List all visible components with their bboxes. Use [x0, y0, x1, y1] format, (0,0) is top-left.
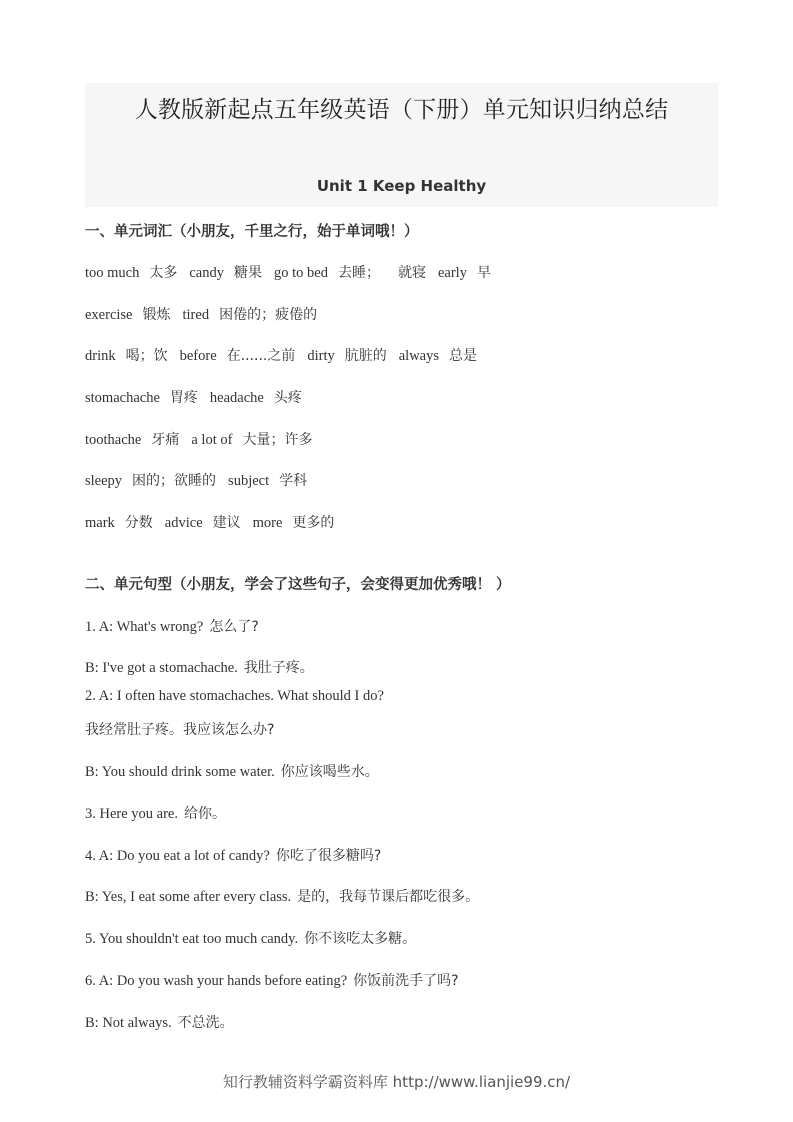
vocab-line [85, 304, 329, 324]
sentence-chinese: 你应该喝些水。 [280, 764, 379, 780]
vocab-word: stomachache [85, 390, 160, 406]
vocab-meaning: 牙痛 [151, 432, 180, 448]
vocab-meaning: 太多 [149, 265, 178, 281]
vocab-meaning: 总是 [449, 348, 477, 364]
vocab-meaning: 肮脏的 [344, 348, 387, 364]
sentence-chinese: 不总洗。 [177, 1015, 234, 1031]
sentence-line [85, 928, 416, 948]
vocab-line [85, 387, 314, 407]
sentence-english: 1. A: What's wrong? [85, 619, 204, 635]
vocab-meaning: 锻炼 [142, 307, 171, 323]
vocab-meaning: 头疼 [273, 390, 302, 406]
vocab-word: sleepy [85, 473, 123, 489]
sentence-chinese: 是的，我每节课后都吃很多。 [297, 889, 480, 905]
vocab-meaning: 大量；许多 [242, 432, 313, 448]
sentence-line [85, 761, 379, 781]
footer-watermark: 知行教辅资料学霸资料库 http://www.lianjie99.cn/ [222, 1073, 571, 1091]
vocab-meaning: 早 [476, 265, 491, 281]
sentence-line [85, 845, 381, 865]
vocab-word: advice [164, 515, 203, 531]
sentence-chinese: 我肚子疼。 [243, 660, 314, 676]
title-banner [85, 83, 718, 207]
vocab-meaning: 建议 [212, 515, 241, 531]
vocab-line [85, 512, 346, 532]
sentence-english: 2. A: I often have stomachaches. What should I do? [85, 688, 384, 704]
vocab-word: more [252, 515, 283, 531]
sentences-heading: 二、单元句型（小朋友，学会了这些句子，会变得更加优秀哦！ ） [85, 577, 511, 593]
sentence-line [85, 803, 226, 823]
sentence-english: B: You should drink some water. [85, 764, 275, 780]
page-title: 人教版新起点五年级英语（下册）单元知识归纳总结 [134, 97, 669, 123]
sentence-english: 5. You shouldn't eat too much candy. [85, 931, 299, 947]
sentence-chinese: 你饭前洗手了吗? [353, 973, 459, 989]
vocab-line [85, 429, 324, 449]
vocab-meaning: 喝；饮 [125, 348, 168, 364]
sentence-english: 3. Here you are. [85, 806, 178, 822]
vocab-line [85, 470, 319, 490]
vocab-line [85, 262, 503, 282]
sentence-english: 6. A: Do you wash your hands before eating? [85, 973, 348, 989]
sentence-line [85, 886, 479, 906]
vocab-meaning: 困倦的；疲倦的 [219, 307, 318, 323]
sentence-english: B: Yes, I eat some after every class. [85, 889, 292, 905]
sentence-english: B: Not always. [85, 1015, 172, 1031]
vocab-meaning: 困的；欲睡的 [132, 473, 217, 489]
vocab-word: mark [85, 515, 115, 531]
vocab-meaning: 学科 [279, 473, 308, 489]
vocab-meaning: 更多的 [292, 515, 335, 531]
vocab-word: exercise [85, 307, 133, 323]
vocab-meaning: 分数 [124, 515, 153, 531]
vocab-word: before [179, 348, 217, 364]
vocab-meaning: 去睡； [337, 265, 380, 281]
vocab-word: toothache [85, 432, 142, 448]
vocab-line [85, 345, 489, 365]
sentence-chinese: 你吃了很多糖吗? [275, 848, 382, 864]
vocab-word: go to bed [274, 265, 328, 281]
vocab-word: tired [182, 307, 210, 323]
vocab-meaning: 就寝 [397, 265, 426, 281]
sentence-line [85, 688, 390, 705]
sentence-chinese: 怎么了? [209, 619, 259, 635]
vocab-word: dirty [307, 348, 335, 364]
sentence-line [85, 719, 274, 739]
vocab-heading: 一、单元词汇（小朋友，千里之行，始于单词哦！） [85, 224, 419, 240]
vocab-word: too much [85, 265, 140, 281]
vocab-meaning: 在......之前 [226, 348, 296, 364]
vocab-word: subject [228, 473, 270, 489]
sentence-chinese: 给你。 [184, 806, 226, 822]
sentence-line [85, 616, 259, 636]
sentence-line [85, 970, 459, 990]
sentence-english: B: I've got a stomachache. [85, 660, 238, 676]
sentence-line [85, 657, 314, 677]
vocab-word: headache [209, 390, 264, 406]
vocab-meaning: 糖果 [234, 265, 262, 281]
vocab-meaning: 胃疼 [169, 390, 198, 406]
sentence-english: 4. A: Do you eat a lot of candy? [85, 848, 270, 864]
vocab-word: early [437, 265, 467, 281]
sentence-chinese: 我经常肚子疼。我应该怎么办? [85, 722, 275, 738]
vocab-word: a lot of [191, 432, 233, 448]
sentence-line [85, 1012, 234, 1032]
vocab-word: drink [85, 348, 116, 364]
vocab-word: always [398, 348, 439, 364]
vocab-word: candy [189, 265, 224, 281]
unit-title: Unit 1 Keep Healthy [316, 177, 487, 195]
sentence-chinese: 你不该吃太多糖。 [304, 931, 417, 947]
